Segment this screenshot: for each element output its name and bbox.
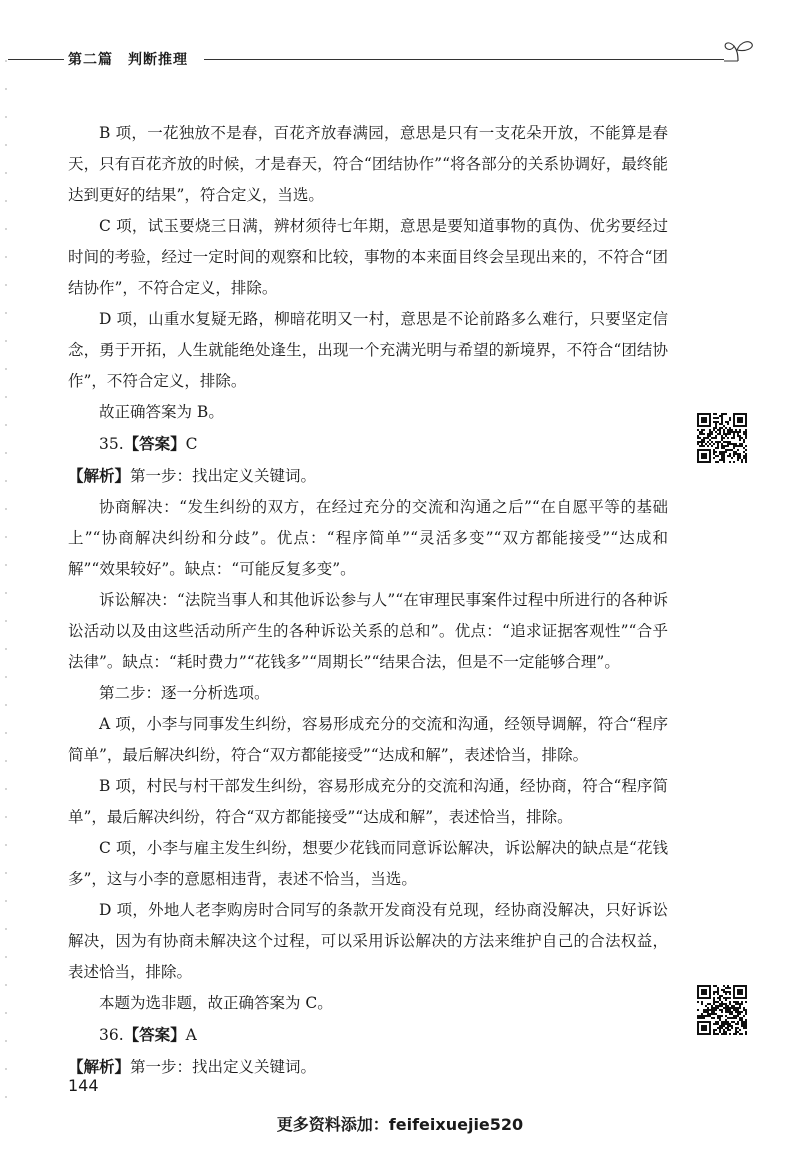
answer-value: C (185, 435, 198, 453)
header-rule-left (8, 59, 64, 60)
option-b-analysis: B 项，村民与村干部发生纠纷，容易形成充分的交流和沟通，经协商，符合“程序简单”，最后解决纠纷，符合“双方都能接受”“达成和解”，表述恰当，排除。 (68, 777, 668, 826)
litigation-definition: 诉讼解决：“法院当事人和其他诉讼参与人”“在审理民事案件过程中所进行的各种诉讼活动以及由这些活动所产生的各种诉讼关系的总和”。优点：“追求证据客观性”“合乎法律”。缺点：“耗时费力”“花钱多”“周期长”“结果合法，但是不一定能够合理”。 (68, 591, 668, 671)
analysis-tag: 【解析】 (68, 1057, 131, 1076)
step-two: 第二步：逐一分析选项。 (99, 684, 270, 702)
question-number: 35. (99, 435, 124, 453)
option-c-analysis: C 项，小李与雇主发生纠纷，想要少花钱而同意诉讼解决，诉讼解决的缺点是“花钱多”，这与小李的意愿相违背，表述不恰当，当选。 (68, 839, 668, 888)
q34-conclusion: 故正确答案为 B。 (99, 403, 224, 421)
binding-margin-marks (4, 60, 8, 1100)
option-b-analysis: B 项，一花独放不是春，百花齐放春满园，意思是只有一支花朵开放，不能算是春天，只有百花齐放的时候，才是春天，符合“团结协作”“将各部分的关系协调好，最终能达到更好的结果”，符合定义，当选。 (68, 124, 668, 204)
qr-code-icon[interactable] (697, 413, 747, 463)
qr-code-icon[interactable] (697, 985, 747, 1035)
q35-analysis-line (68, 460, 668, 492)
page-number: 144 (68, 1076, 99, 1095)
option-d-analysis: D 项，外地人老李购房时合同写的条款开发商没有兑现，经协商没解决，只好诉讼解决，因为有协商未解决这个过程，可以采用诉讼解决的方法来维护自己的合法权益，表述恰当，排除。 (68, 901, 668, 981)
sprout-icon (722, 38, 756, 68)
page-header (0, 36, 800, 76)
answer-tag: 【答案】 (123, 434, 186, 453)
analysis-step: 第一步：找出定义关键词。 (130, 1058, 317, 1076)
analysis-step: 第一步：找出定义关键词。 (130, 467, 317, 485)
answer-explanation-body (68, 118, 668, 1083)
q35-conclusion: 本题为选非题，故正确答案为 C。 (99, 994, 333, 1012)
q36-answer-line (68, 1019, 668, 1051)
negotiation-definition: 协商解决：“发生纠纷的双方，在经过充分的交流和沟通之后”“在自愿平等的基础上”“协商解决纠纷和分歧”。优点：“程序简单”“灵活多变”“双方都能接受”“达成和解”“效果较好”。缺点：“可能反复多变”。 (68, 498, 668, 578)
answer-tag: 【答案】 (123, 1025, 186, 1044)
q35-answer-line (68, 428, 668, 460)
question-number: 36. (99, 1026, 124, 1044)
footer-contact: 更多资料添加：feifeixuejie520 (276, 1115, 524, 1134)
header-rule-right (204, 59, 724, 60)
answer-value: A (185, 1026, 197, 1044)
option-a-analysis: A 项，小李与同事发生纠纷，容易形成充分的交流和沟通，经领导调解，符合“程序简单”，最后解决纠纷，符合“双方都能接受”“达成和解”，表述恰当，排除。 (68, 715, 668, 764)
section-title: 第二篇 判断推理 (68, 52, 188, 68)
option-d-analysis: D 项，山重水复疑无路，柳暗花明又一村，意思是不论前路多么难行，只要坚定信念，勇于开拓，人生就能绝处逢生，出现一个充满光明与希望的新境界，不符合“团结协作”，不符合定义，排除。 (68, 310, 668, 390)
analysis-tag: 【解析】 (68, 466, 131, 485)
q36-analysis-line (68, 1051, 668, 1083)
option-c-analysis: C 项，试玉要烧三日满，辨材须待七年期，意思是要知道事物的真伪、优劣要经过时间的考验，经过一定时间的观察和比较，事物的本来面目终会呈现出来的，不符合“团结协作”，不符合定义，排除。 (68, 217, 668, 297)
